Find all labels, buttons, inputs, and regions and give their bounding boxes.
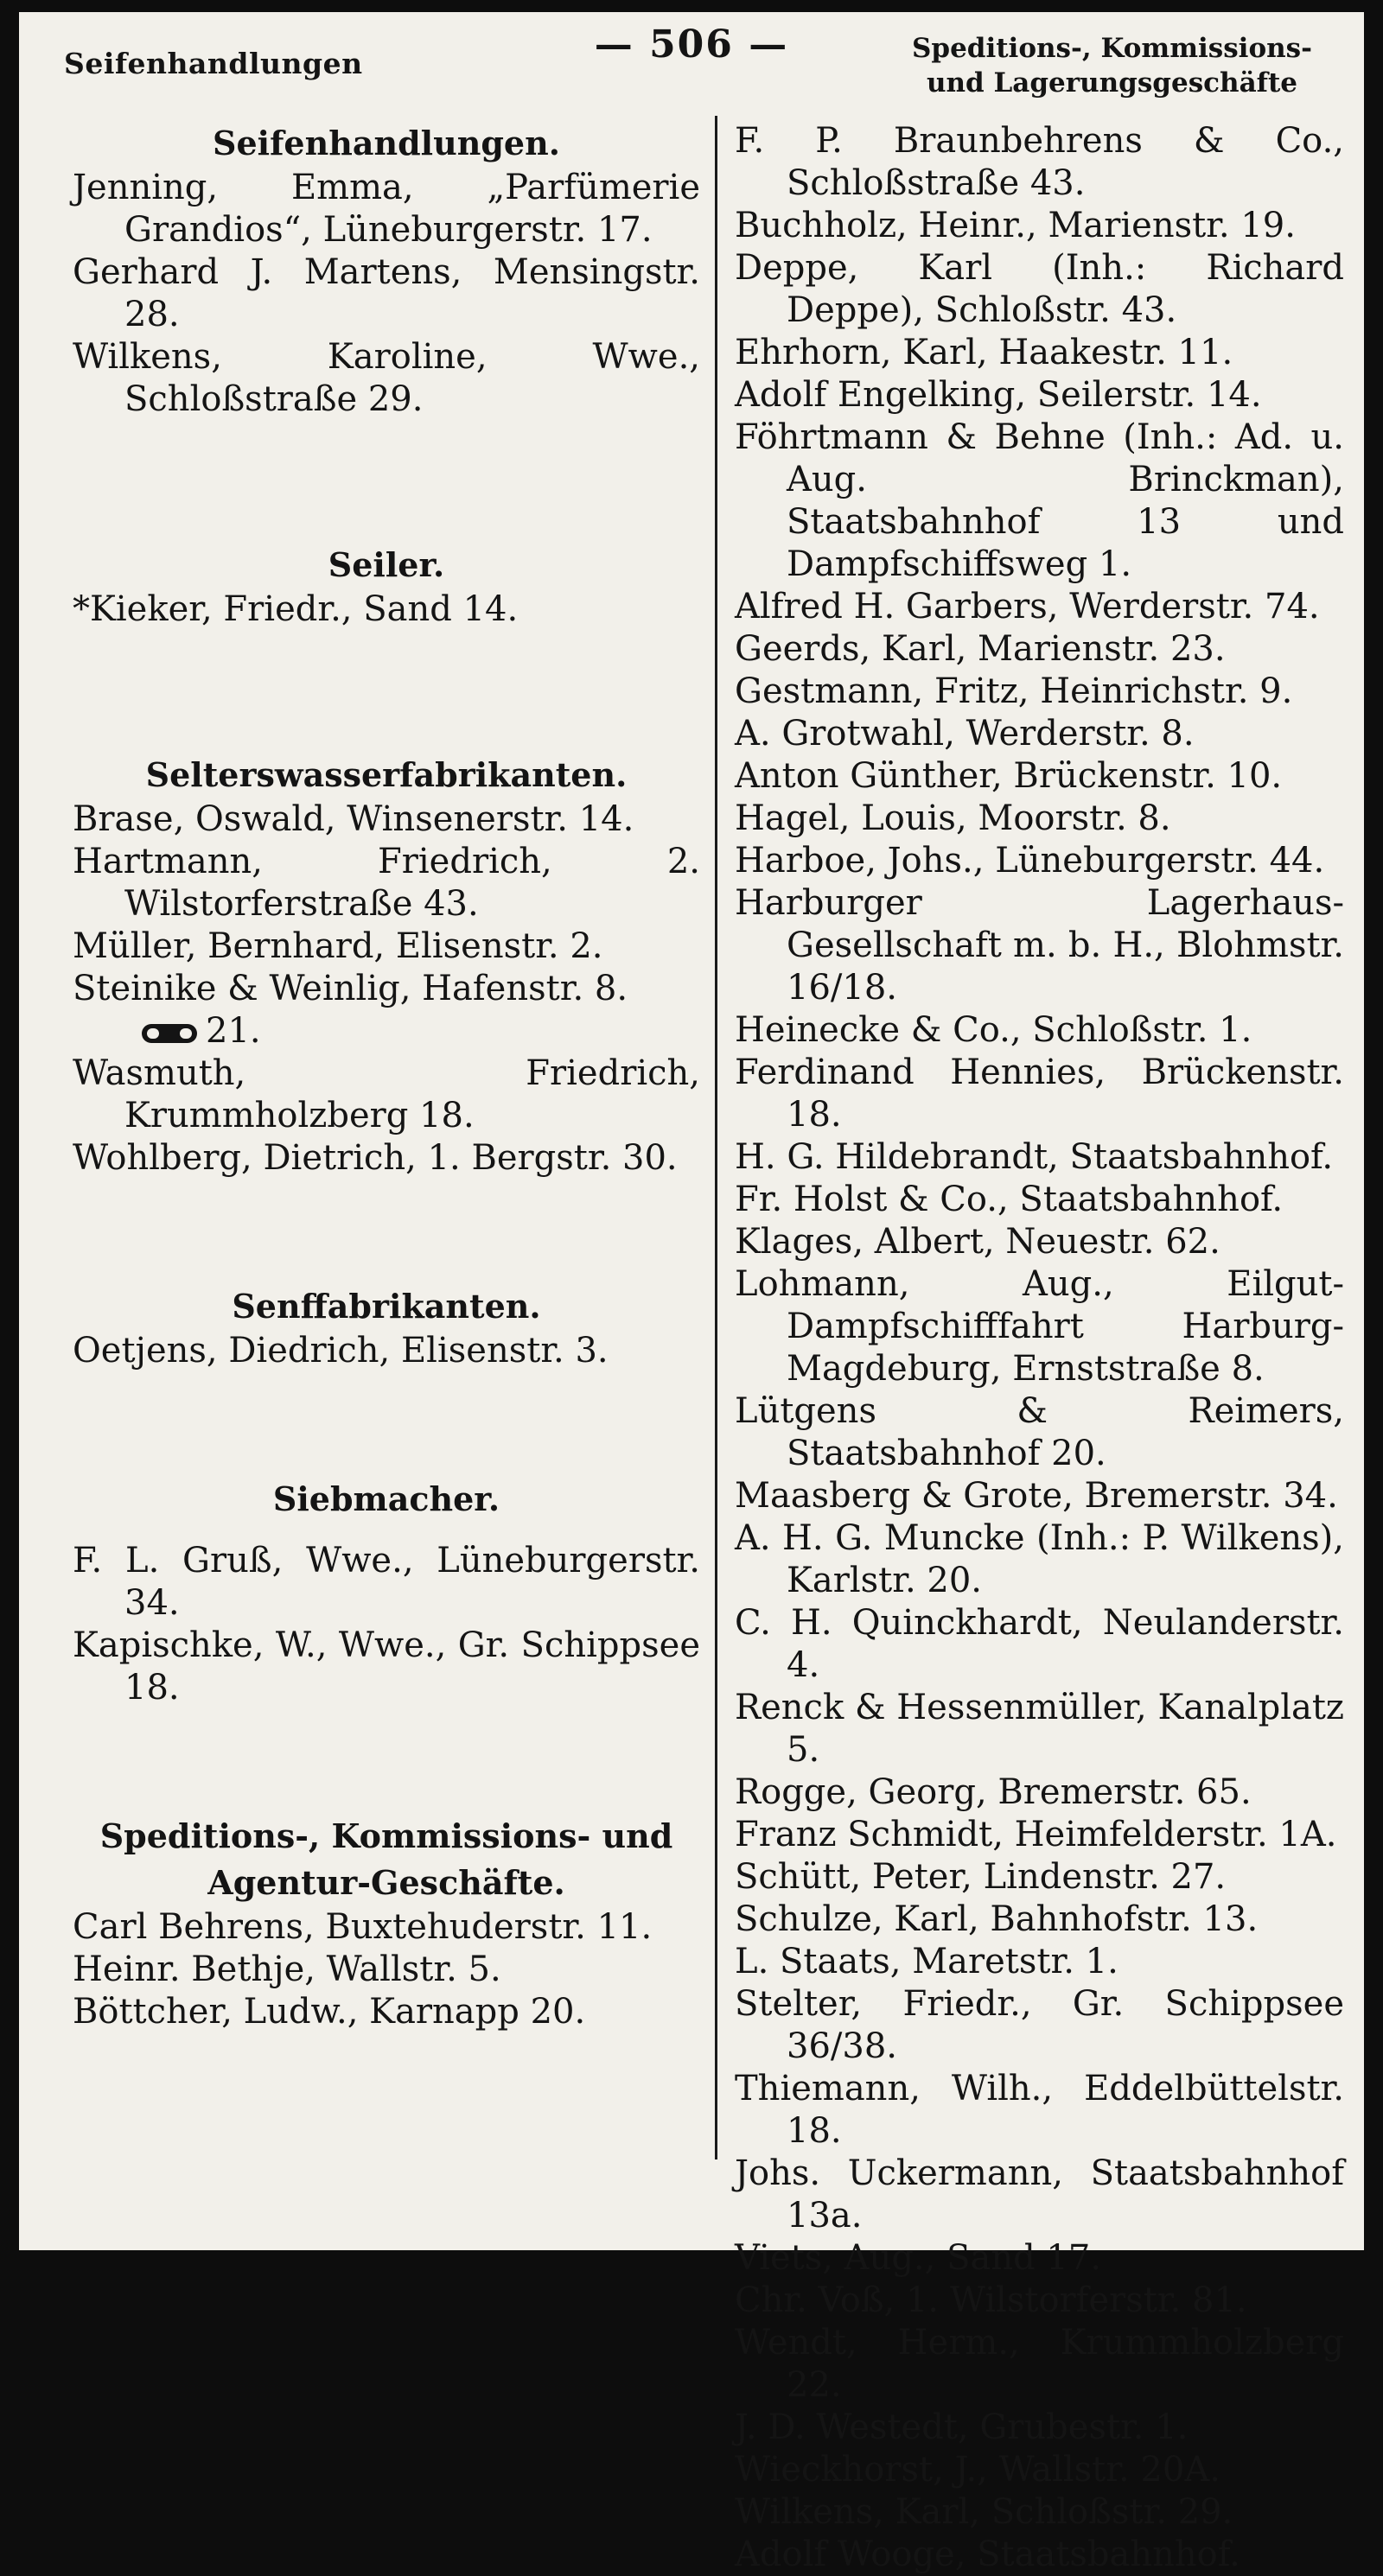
directory-entry: Ehrhorn, Karl, Haakestr. 11. (735, 333, 1233, 372)
directory-entry: Wilkens, Karoline, Wwe., Schloßstraße 29. (73, 337, 700, 419)
directory-entry: Buchholz, Heinr., Marienstr. 19. (735, 206, 1296, 245)
directory-entry: Stelter, Friedr., Gr. Schippsee 36/38. (735, 1984, 1344, 2066)
section-heading-seiler: Seiler. (328, 545, 445, 584)
directory-entry: Ferdinand Hennies, Brückenstr. 18. (735, 1053, 1344, 1135)
directory-entry: Hagel, Louis, Moorstr. 8. (735, 798, 1171, 838)
running-head-right-line2: und Lagerungsgeschäfte (926, 67, 1298, 99)
section-heading-siebmacher: Siebmacher. (272, 1479, 500, 1518)
left-column (73, 120, 700, 2033)
directory-entry: Deppe, Karl (Inh.: Richard Deppe), Schloßstr. 43. (735, 248, 1344, 330)
section-heading-speditions-line1: Speditions-, Kommissions- und (99, 1816, 673, 1855)
directory-entry-phone (73, 1010, 700, 1053)
running-head (19, 12, 1364, 107)
directory-entry: Carl Behrens, Buxtehuderstr. 11. (73, 1907, 653, 1947)
directory-entry: Brase, Oswald, Winsenerstr. 14. (73, 799, 634, 839)
directory-page (19, 12, 1364, 2574)
directory-entry: Wohlberg, Dietrich, 1. Bergstr. 30. (73, 1138, 678, 1178)
directory-entry: Thiemann, Wilh., Eddelbüttelstr. 18. (735, 2069, 1344, 2151)
directory-entry: Schulze, Karl, Bahnhofstr. 13. (735, 1899, 1259, 1939)
section-heading-speditions-line2: Agentur-Geschäfte. (207, 1863, 565, 1902)
directory-entry: Rogge, Georg, Bremerstr. 65. (735, 1772, 1252, 1812)
directory-entry: Oetjens, Diedrich, Elisenstr. 3. (73, 1331, 609, 1371)
directory-entry: Gerhard J. Martens, Mensingstr. 28. (73, 252, 700, 334)
directory-entry: Renck & Hessenmüller, Kanalplatz 5. (735, 1688, 1344, 1770)
directory-entry: Kapischke, W., Wwe., Gr. Schippsee 18. (73, 1625, 700, 1708)
directory-entry: Wilkens, Karl, Schloßstr. 29. (735, 2492, 1233, 2532)
directory-entry: Gestmann, Fritz, Heinrichstr. 9. (735, 671, 1293, 711)
directory-entry: Johs. Uckermann, Staatsbahnhof 13a. (735, 2153, 1344, 2236)
directory-entry: Müller, Bernhard, Elisenstr. 2. (73, 926, 603, 966)
directory-entry: Franz Schmidt, Heimfelderstr. 1A. (735, 1815, 1337, 1854)
directory-entry: Maasberg & Grote, Bremerstr. 34. (735, 1476, 1338, 1516)
directory-entry: Harboe, Johs., Lüneburgerstr. 44. (735, 841, 1325, 881)
directory-entry: F. P. Braunbehrens & Co., Schloßstraße 43. (735, 121, 1344, 203)
section-heading-senffabrikanten: Senffabrikanten. (232, 1287, 541, 1326)
directory-entry: Adolf Engelking, Seilerstr. 14. (735, 375, 1262, 415)
directory-entry: H. G. Hildebrandt, Staatsbahnhof. (735, 1137, 1334, 1177)
column-divider (715, 116, 717, 2159)
directory-entry: L. Staats, Maretstr. 1. (735, 1942, 1119, 1981)
directory-entry: A. H. G. Muncke (Inh.: P. Wilkens), Karlstr. 20. (735, 1518, 1344, 1600)
page-number: — 506 — (594, 22, 789, 67)
directory-entry: Klages, Albert, Neuestr. 62. (735, 1222, 1220, 1262)
directory-entry: Föhrtmann & Behne (Inh.: Ad. u. Aug. Brinckman), Staatsbahnhof 13 und Dampfschiffsweg 1. (735, 417, 1344, 584)
directory-entry: Steinike & Weinlig, Hafenstr. 8. (73, 969, 628, 1008)
directory-entry: Wendt, Herm., Krummholzberg 22. (735, 2323, 1344, 2405)
running-head-left: Seifenhandlungen (64, 47, 363, 80)
directory-entry: Wieckhorst, J., Wallstr. 20A. (735, 2450, 1220, 2490)
directory-entry: Schütt, Peter, Lindenstr. 27. (735, 1857, 1227, 1897)
running-head-right (912, 31, 1312, 100)
section-heading-selterswasserfabrikanten: Selterswasserfabrikanten. (145, 755, 628, 794)
right-column (735, 120, 1344, 2576)
running-head-right-line1: Speditions-, Kommissions- (912, 33, 1312, 64)
directory-entry: Hartmann, Friedrich, 2. Wilstorferstraße 43. (73, 842, 700, 924)
directory-entry: Wasmuth, Friedrich, Krummholzberg 18. (73, 1053, 700, 1135)
directory-entry: Fr. Holst & Co., Staatsbahnhof. (735, 1180, 1284, 1219)
directory-entry: J. D. Westedt, Grubestr. 1. (735, 2407, 1189, 2447)
directory-entry: Chr. Voß, 1. Wilstorferstr. 81. (735, 2280, 1247, 2320)
directory-entry: Heinecke & Co., Schloßstr. 1. (735, 1010, 1252, 1050)
directory-entry: Böttcher, Ludw., Karnapp 20. (73, 1992, 586, 2032)
directory-entry: Lütgens & Reimers, Staatsbahnhof 20. (735, 1391, 1344, 1473)
directory-entry: Heinr. Bethje, Wallstr. 5. (73, 1949, 501, 1989)
directory-entry: C. H. Quinckhardt, Neulanderstr. 4. (735, 1603, 1344, 1685)
directory-entry: Harburger Lagerhaus-Gesellschaft m. b. H., Blohmstr. 16/18. (735, 883, 1344, 1008)
section-heading-seifenhandlungen: Seifenhandlungen. (213, 124, 560, 162)
directory-entry: Geerds, Karl, Marienstr. 23. (735, 629, 1226, 669)
directory-entry: Alfred H. Garbers, Werderstr. 74. (735, 587, 1320, 627)
directory-entry: Lohmann, Aug., Eilgut-Dampfschifffahrt Harburg-Magdeburg, Ernststraße 8. (735, 1264, 1344, 1389)
directory-entry: *Kieker, Friedr., Sand 14. (73, 589, 519, 629)
telephone-icon (142, 1024, 197, 1043)
directory-entry: Jenning, Emma, „Parfümerie Grandios“, Lüneburgerstr. 17. (73, 168, 700, 250)
directory-entry: Adolf Wooge, Staatsbahnhof. (735, 2535, 1240, 2574)
directory-entry: Anton Günther, Brückenstr. 10. (735, 756, 1283, 796)
directory-entry: F. L. Gruß, Wwe., Lüneburgerstr. 34. (73, 1541, 700, 1623)
directory-entry: Viets, Aug., Sand 17. (735, 2238, 1102, 2278)
directory-entry: A. Grotwahl, Werderstr. 8. (735, 714, 1195, 754)
phone-number: 21. (206, 1011, 261, 1051)
